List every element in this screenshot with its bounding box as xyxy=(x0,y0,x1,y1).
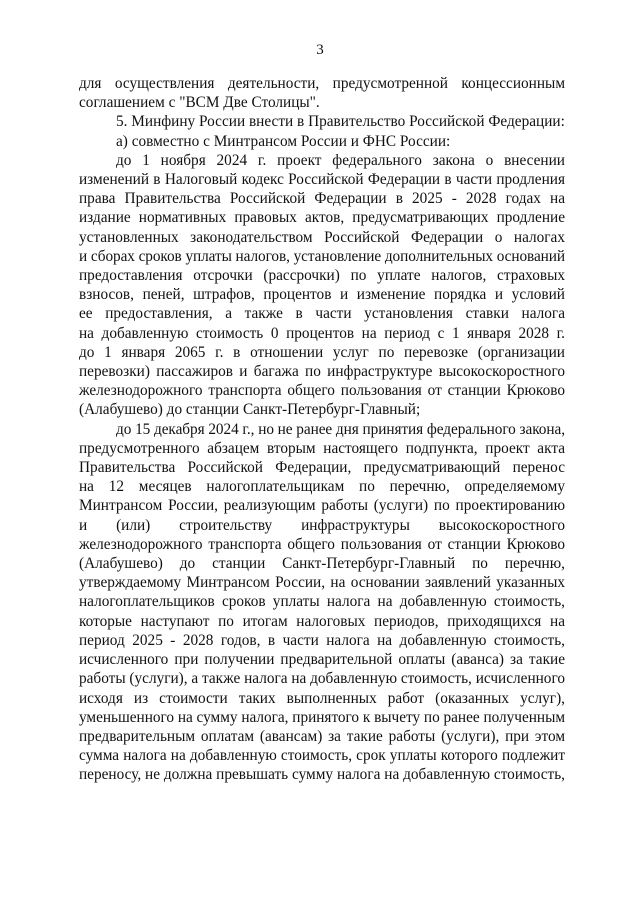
text-line: предварительным оплатам (авансам) за такие работы (услуги), при этом xyxy=(79,727,565,745)
text-line: изменений в Налоговый кодекс Российской Федерации в части продления xyxy=(79,171,565,189)
page-number: 3 xyxy=(316,42,324,58)
text-line: налогоплательщиков сроков уплаты налога на добавленную стоимость, xyxy=(79,593,565,611)
text-line: права Правительства Российской Федерации в 2025 - 2028 годах на xyxy=(79,190,566,208)
paragraph-government-act-draft xyxy=(79,420,565,785)
text-line: до 1 января 2065 г. в отношении услуг по перевозке (организации xyxy=(79,343,565,361)
text-line: 5. Минфину России внести в Правительство Российской Федерации: xyxy=(116,113,565,131)
text-line: уменьшенного на сумму налога, принятого к вычету по ранее полученным xyxy=(79,708,565,726)
text-line: (Алабушево) до станции Санкт-Петербург-Главный; xyxy=(79,401,421,419)
text-line: переносу, не должна превышать сумму налога на добавленную стоимость, xyxy=(79,766,565,784)
text-line: и сборах сроков уплаты налогов, установление дополнительных оснований xyxy=(79,247,565,265)
text-line: железнодорожного транспорта общего пользования от станции Крюково xyxy=(79,535,565,553)
text-line: железнодорожного транспорта общего пользования от станции Крюково xyxy=(79,382,565,400)
text-line: (Алабушево) до станции Санкт-Петербург-Главный по перечню, xyxy=(79,555,565,573)
text-line: на 12 месяцев налогоплательщикам по перечню, определяемому xyxy=(79,478,565,496)
text-line: ее предоставления, а также в части установления ставки налога xyxy=(79,305,565,323)
text-line: утверждаемому Минтрансом России, на основании заявлений указанных xyxy=(79,574,565,592)
text-line: работы (услуги), а также налога на добавленную стоимость, исчисленного xyxy=(79,670,565,688)
text-line: перевозки) пассажиров и багажа по инфраструктуре высокоскоростного xyxy=(79,363,565,381)
text-line: до 15 декабря 2024 г., но не ранее дня принятия федерального закона, xyxy=(116,420,565,438)
text-line: а) совместно с Минтрансом России и ФНС России: xyxy=(116,132,451,150)
text-line: взносов, пеней, штрафов, процентов и изменение порядка и условий xyxy=(79,286,565,304)
text-line: предусмотренного абзацем вторым настоящего подпункта, проект акта xyxy=(79,439,565,457)
paragraph-continuation xyxy=(79,74,565,112)
text-line: Минтрансом России, реализующим работы (услуги) по проектированию xyxy=(79,497,565,515)
text-line: установленных законодательством Российской Федерации о налогах xyxy=(79,228,565,246)
text-line: которые наступают по итогам налоговых периодов, приходящихся на xyxy=(79,612,565,630)
text-line: для осуществления деятельности, предусмотренной концессионным xyxy=(79,75,565,92)
text-line: период 2025 - 2028 годов, в части налога на добавленную стоимость, xyxy=(79,631,565,649)
text-line: исчисленного при получении предварительной оплаты (аванса) за такие xyxy=(79,651,565,669)
text-line: сумма налога на добавленную стоимость, срок уплаты которого подлежит xyxy=(79,747,566,765)
paragraph-federal-law-draft xyxy=(79,151,565,420)
text-line: до 1 ноября 2024 г. проект федерального закона о внесении xyxy=(116,151,565,169)
text-line: и (или) строительству инфраструктуры высокоскоростного xyxy=(79,516,565,534)
text-line: исходя из стоимости таких выполненных работ (оказанных услуг), xyxy=(79,689,565,707)
text-line: издание нормативных правовых актов, предусматривающих продление xyxy=(79,209,565,227)
text-line: на добавленную стоимость 0 процентов на период с 1 января 2028 г. xyxy=(79,324,565,342)
paragraph-subitem-a xyxy=(79,132,565,151)
text-line: соглашением с "ВСМ Две Столицы". xyxy=(79,94,320,112)
text-line: Правительства Российской Федерации, предусматривающий перенос xyxy=(79,459,565,477)
text-line: предоставления отсрочки (рассрочки) по уплате налогов, страховых xyxy=(79,267,565,285)
document-body xyxy=(79,74,565,785)
paragraph-item-5 xyxy=(79,112,565,131)
